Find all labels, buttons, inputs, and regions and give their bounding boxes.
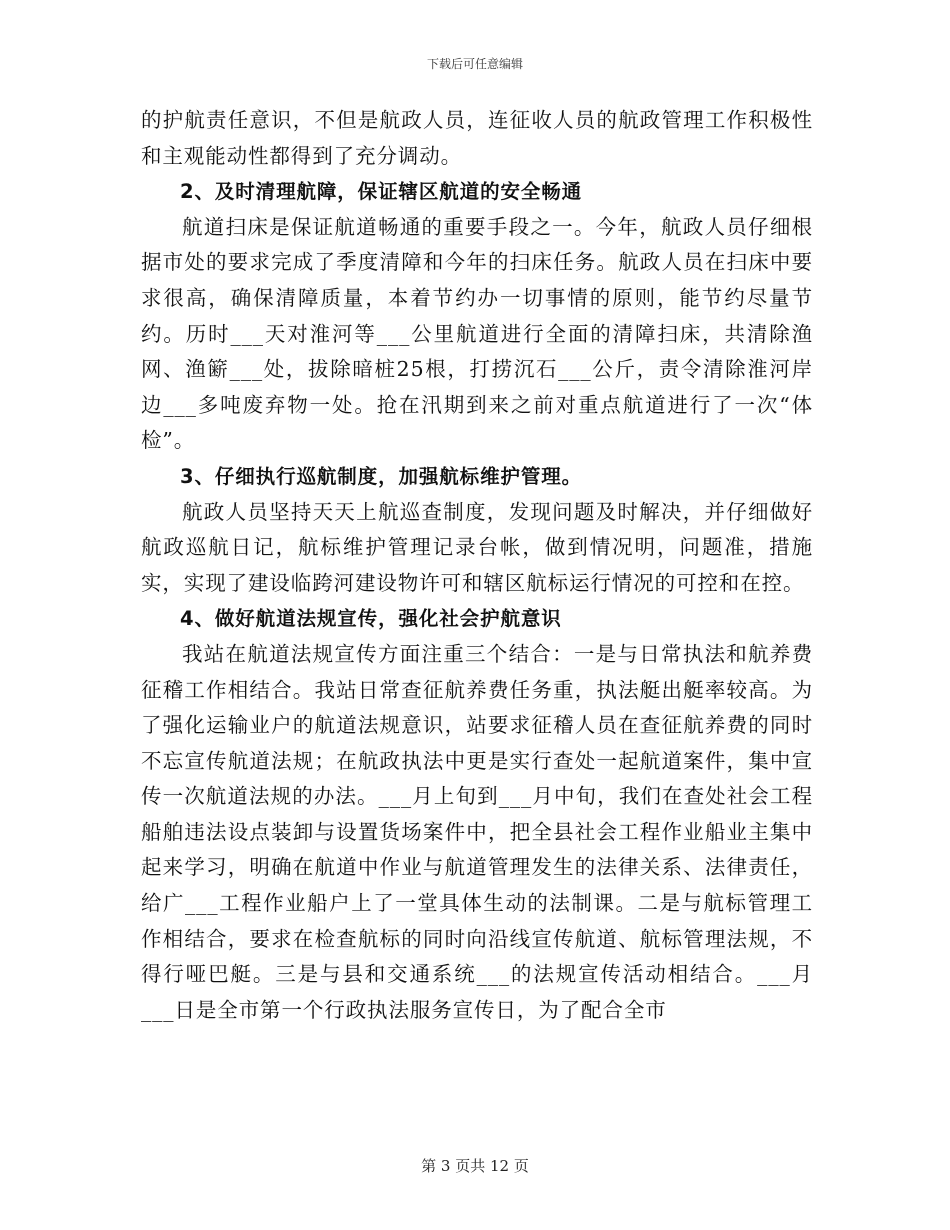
- document-body: [141, 103, 813, 1028]
- paragraph-patrol-system: 航政人员坚持天天上航巡查制度，发现问题及时解决，并仔细做好航政巡航日记，航标维护管理记录台帐，做到情况明，问题准，措施实，实现了建设临跨河建设物许可和辖区航标运行情况的可控和在控。: [141, 499, 813, 595]
- section-heading-2: 2、及时清理航障，保证辖区航道的安全畅通: [180, 180, 583, 204]
- paragraph-channel-clearing: 航道扫床是保证航道畅通的重要手段之一。今年，航政人员仔细根据市处的要求完成了季度清障和今年的扫床任务。航政人员在扫床中要求很高，确保清障质量，本着节约办一切事情的原则，能节约尽量节约。历时___天对淮河等___公里航道进行全面的清障扫床，共清除渔网、渔簖___处，拔除暗桩25根，打捞沉石___公斤，责令清除淮河岸边___多吨废弃物一处。抢在汛期到来之前对重点航道进行了一次“体检”。: [141, 214, 813, 453]
- paragraph-continuation: 的护航责任意识，不但是航政人员，连征收人员的航政管理工作积极性和主观能动性都得到了充分调动。: [141, 108, 813, 168]
- page-number-footer: 第 3 页共 12 页: [421, 1157, 529, 1175]
- paragraph-regulation-promotion: 我站在航道法规宣传方面注重三个结合：一是与日常执法和航养费征稽工作相结合。我站日常查征航养费任务重，执法艇出艇率较高。为了强化运输业户的航道法规意识，站要求征稽人员在查征航养费的同时不忘宣传航道法规；在航政执法中更是实行查处一起航道案件，集中宣传一次航道法规的办法。___月上旬到___月中旬，我们在查处社会工程船舶违法设点装卸与设置货场案件中，把全县社会工程作业船业主集中起来学习，明确在航道中作业与航道管理发生的法律关系、法律责任，给广___工程作业船户上了一堂具体生动的法制课。二是与航标管理工作相结合，要求在检查航标的同时向沿线宣传航道、航标管理法规，不得行哑巴艇。三是与县和交通系统___的法规宣传活动相结合。___月___日是全市第一个行政执法服务宣传日，为了配合全市: [141, 641, 813, 1022]
- section-heading-4: 4、做好航道法规宣传，强化社会护航意识: [180, 607, 562, 631]
- page-header: 下载后可任意编辑: [426, 57, 523, 71]
- section-heading-3: 3、仔细执行巡航制度，加强航标维护管理。: [180, 464, 583, 488]
